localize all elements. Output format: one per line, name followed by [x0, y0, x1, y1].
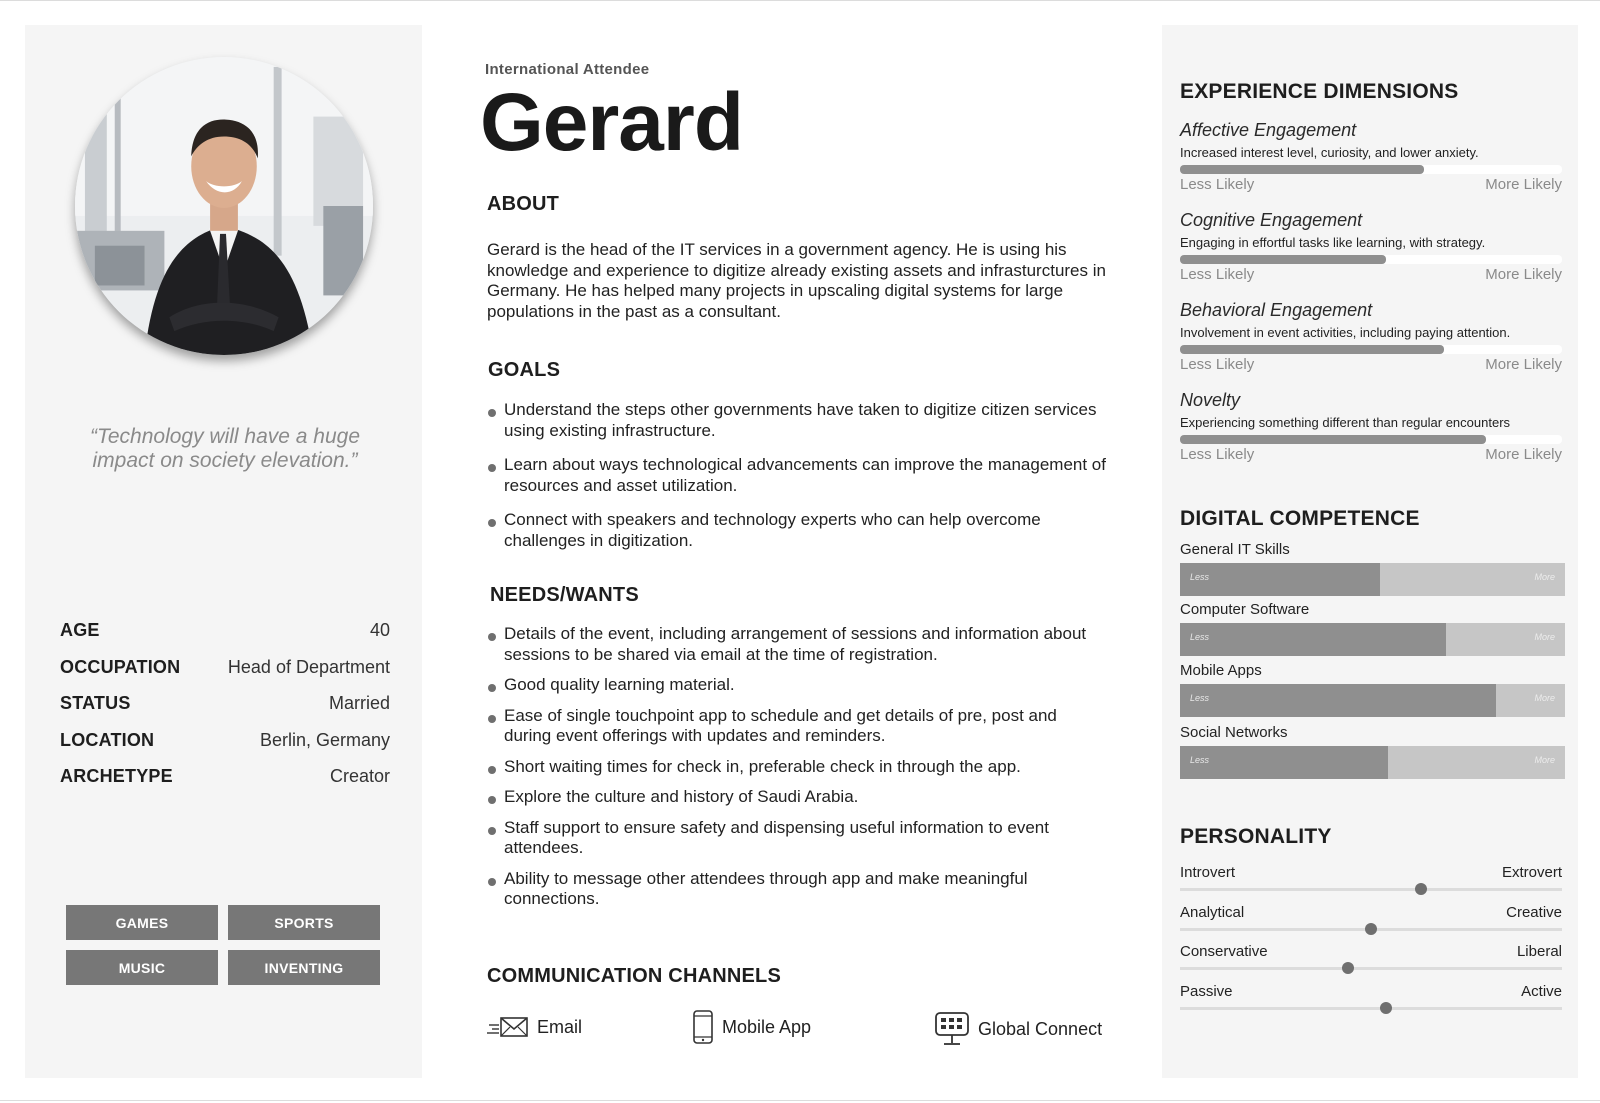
dimension-bar [1180, 255, 1562, 264]
fact-row-status [60, 693, 390, 730]
dimension-description: Increased interest level, curiosity, and lower anxiety. [1180, 145, 1479, 160]
competence-bar-fill [1180, 623, 1446, 656]
fact-value: 40 [369, 620, 390, 640]
personality-slider-track [1180, 967, 1562, 970]
list-item: Details of the event, including arrangement of sessions and information about sessions to be shared via email at the time of registration. [487, 624, 1107, 665]
fact-value: Berlin, Germany [259, 729, 390, 750]
competence-more-label: More [1534, 693, 1555, 703]
competence-more-label: More [1534, 572, 1555, 582]
competence-more-label: More [1534, 755, 1555, 765]
dimension-title: Cognitive Engagement [1180, 210, 1363, 230]
competence-bar-fill [1180, 563, 1380, 596]
personality-right-label: Extrovert [1501, 864, 1562, 881]
dimension-novelty [1180, 389, 1562, 463]
competence-bar [1180, 623, 1565, 656]
channel-label: Global Connect [978, 1018, 1103, 1039]
experience-heading: EXPERIENCE DIMENSIONS [1180, 80, 1459, 103]
dimension-title: Affective Engagement [1180, 120, 1357, 140]
bottom-divider [0, 1100, 1600, 1101]
dimension-bar-fill [1180, 435, 1486, 444]
scale-more-label: More Likely [1485, 356, 1562, 373]
personality-introvert-extrovert [1180, 864, 1562, 891]
competence-less-label: Less [1190, 693, 1210, 703]
personality-labels [1180, 943, 1562, 961]
tag-music: MUSIC [66, 950, 218, 985]
interest-tags [66, 905, 386, 985]
dimension-title: Novelty [1180, 390, 1241, 410]
personality-slider-knob [1342, 962, 1354, 974]
personality-left-label: Passive [1180, 983, 1233, 1000]
about-text: Gerard is the head of the IT services in a government agency. He is using his knowledge and experience to digitize already existing assets and infrasturctures in Germany. He has helped many projects in upscaling digital systems for large populations in the past as a consultant. [487, 240, 1106, 321]
fact-row-occupation [60, 657, 390, 694]
list-item: Ability to message other attendees through app and make meaningful connections. [487, 869, 1107, 910]
dimension-scale [1180, 176, 1562, 193]
personality-labels [1180, 983, 1562, 1001]
list-item: Understand the steps other governments have taken to digitize citizen services using existing infrastructure. [487, 400, 1107, 441]
personality-slider-knob [1415, 883, 1427, 895]
competence-it-skills [1180, 540, 1565, 596]
competence-heading: DIGITAL COMPETENCE [1180, 507, 1420, 530]
fact-value: Married [328, 693, 390, 713]
needs-heading: NEEDS/WANTS [490, 584, 639, 606]
top-divider [0, 0, 1600, 1]
competence-label: General IT Skills [1180, 541, 1290, 558]
personality-right-label: Active [1521, 983, 1562, 1000]
email-icon [487, 1015, 529, 1039]
fact-label: AGE [60, 620, 100, 640]
persona-facts [60, 620, 390, 803]
dimension-behavioral [1180, 299, 1562, 373]
dimension-title: Behavioral Engagement [1180, 300, 1373, 320]
channels-list [487, 1010, 1107, 1050]
scale-less-label: Less Likely [1180, 356, 1255, 373]
competence-less-label: Less [1190, 632, 1210, 642]
mobile-phone-icon [692, 1010, 714, 1044]
scale-less-label: Less Likely [1180, 446, 1255, 463]
dimension-affective [1180, 119, 1562, 193]
dimensions-panel [1162, 25, 1578, 1078]
personality-slider-knob [1365, 923, 1377, 935]
channels-heading: COMMUNICATION CHANNELS [487, 965, 782, 987]
tag-sports: SPORTS [228, 905, 380, 940]
fact-value: Head of Department [227, 656, 390, 677]
scale-more-label: More Likely [1485, 266, 1562, 283]
portrait-photo [75, 57, 373, 355]
channel-mobile-app [692, 1010, 811, 1044]
persona-subtitle: International Attendee [485, 61, 650, 78]
competence-bar [1180, 563, 1565, 596]
personality-heading: PERSONALITY [1180, 825, 1332, 848]
dimension-scale [1180, 266, 1562, 283]
competence-software [1180, 600, 1565, 656]
fact-label: OCCUPATION [60, 656, 181, 677]
dimension-bar [1180, 345, 1562, 354]
competence-label: Computer Software [1180, 601, 1310, 618]
channel-label: Email [537, 1016, 583, 1037]
dimension-scale [1180, 356, 1562, 373]
dimension-bar-fill [1180, 165, 1424, 174]
competence-label: Mobile Apps [1180, 662, 1262, 679]
list-item: Staff support to ensure safety and dispensing useful information to event attendees. [487, 818, 1107, 859]
tag-inventing: INVENTING [228, 950, 380, 985]
dimension-scale [1180, 446, 1562, 463]
personality-conservative-liberal [1180, 943, 1562, 970]
fact-label: ARCHETYPE [60, 766, 173, 786]
fact-value: Creator [329, 766, 390, 786]
personality-slider-track [1180, 1007, 1562, 1010]
competence-more-label: More [1534, 632, 1555, 642]
fact-row-age [60, 620, 390, 657]
list-item: Good quality learning material. [487, 675, 1107, 696]
personality-left-label: Conservative [1180, 943, 1268, 960]
fact-row-archetype [60, 766, 390, 803]
personality-left-label: Analytical [1180, 904, 1245, 921]
list-item: Short waiting times for check in, preferable check in through the app. [487, 757, 1107, 778]
avatar [75, 57, 373, 355]
competence-label: Social Networks [1180, 724, 1288, 741]
personality-passive-active [1180, 983, 1562, 1010]
channel-email [487, 1015, 582, 1039]
competence-less-label: Less [1190, 572, 1210, 582]
scale-less-label: Less Likely [1180, 266, 1255, 283]
list-item: Explore the culture and history of Saudi Arabia. [487, 787, 1107, 808]
personality-slider-track [1180, 888, 1562, 891]
about-heading: ABOUT [487, 193, 560, 215]
competence-bar [1180, 746, 1565, 779]
dimension-bar [1180, 165, 1562, 174]
dimension-description: Engaging in effortful tasks like learning, with strategy. [1180, 235, 1486, 250]
profile-panel [25, 25, 422, 1078]
list-item: Ease of single touchpoint app to schedule and get details of pre, post and during event offerings with updates and reminders. [487, 706, 1107, 747]
tag-games: GAMES [66, 905, 218, 940]
persona-quote: “Technology will have a huge impact on society elevation.” [89, 425, 361, 472]
dimension-bar [1180, 435, 1562, 444]
personality-left-label: Introvert [1180, 864, 1236, 881]
goals-heading: GOALS [488, 359, 561, 381]
competence-mobile-apps [1180, 661, 1565, 717]
competence-bar-fill [1180, 746, 1388, 779]
scale-more-label: More Likely [1485, 176, 1562, 193]
competence-bar-fill [1180, 684, 1496, 717]
fact-label: STATUS [60, 693, 131, 713]
dimension-bar-fill [1180, 345, 1444, 354]
personality-labels [1180, 904, 1562, 922]
personality-right-label: Liberal [1516, 943, 1562, 960]
competence-bar [1180, 684, 1565, 717]
list-item: Learn about ways technological advancements can improve the management of resources and asset utilization. [487, 455, 1107, 496]
dimension-description: Experiencing something different than regular encounters [1180, 415, 1511, 430]
kiosk-icon [934, 1012, 970, 1046]
personality-slider-knob [1380, 1002, 1392, 1014]
needs-list [487, 624, 1107, 920]
scale-less-label: Less Likely [1180, 176, 1255, 193]
personality-labels [1180, 864, 1562, 882]
list-item: Connect with speakers and technology experts who can help overcome challenges in digitization. [487, 510, 1107, 551]
dimension-description: Involvement in event activities, including paying attention. [1180, 325, 1511, 340]
scale-more-label: More Likely [1485, 446, 1562, 463]
dimension-bar-fill [1180, 255, 1386, 264]
personality-right-label: Creative [1506, 904, 1562, 921]
fact-label: LOCATION [60, 729, 155, 750]
fact-row-location [60, 730, 390, 767]
goals-list [487, 400, 1107, 565]
competence-social-networks [1180, 723, 1565, 779]
persona-name: Gerard [480, 77, 743, 168]
competence-less-label: Less [1190, 755, 1210, 765]
personality-analytical-creative [1180, 904, 1562, 931]
channel-label: Mobile App [722, 1016, 812, 1037]
channel-global-connect [934, 1012, 1102, 1046]
dimension-cognitive [1180, 209, 1562, 283]
personality-slider-track [1180, 928, 1562, 931]
